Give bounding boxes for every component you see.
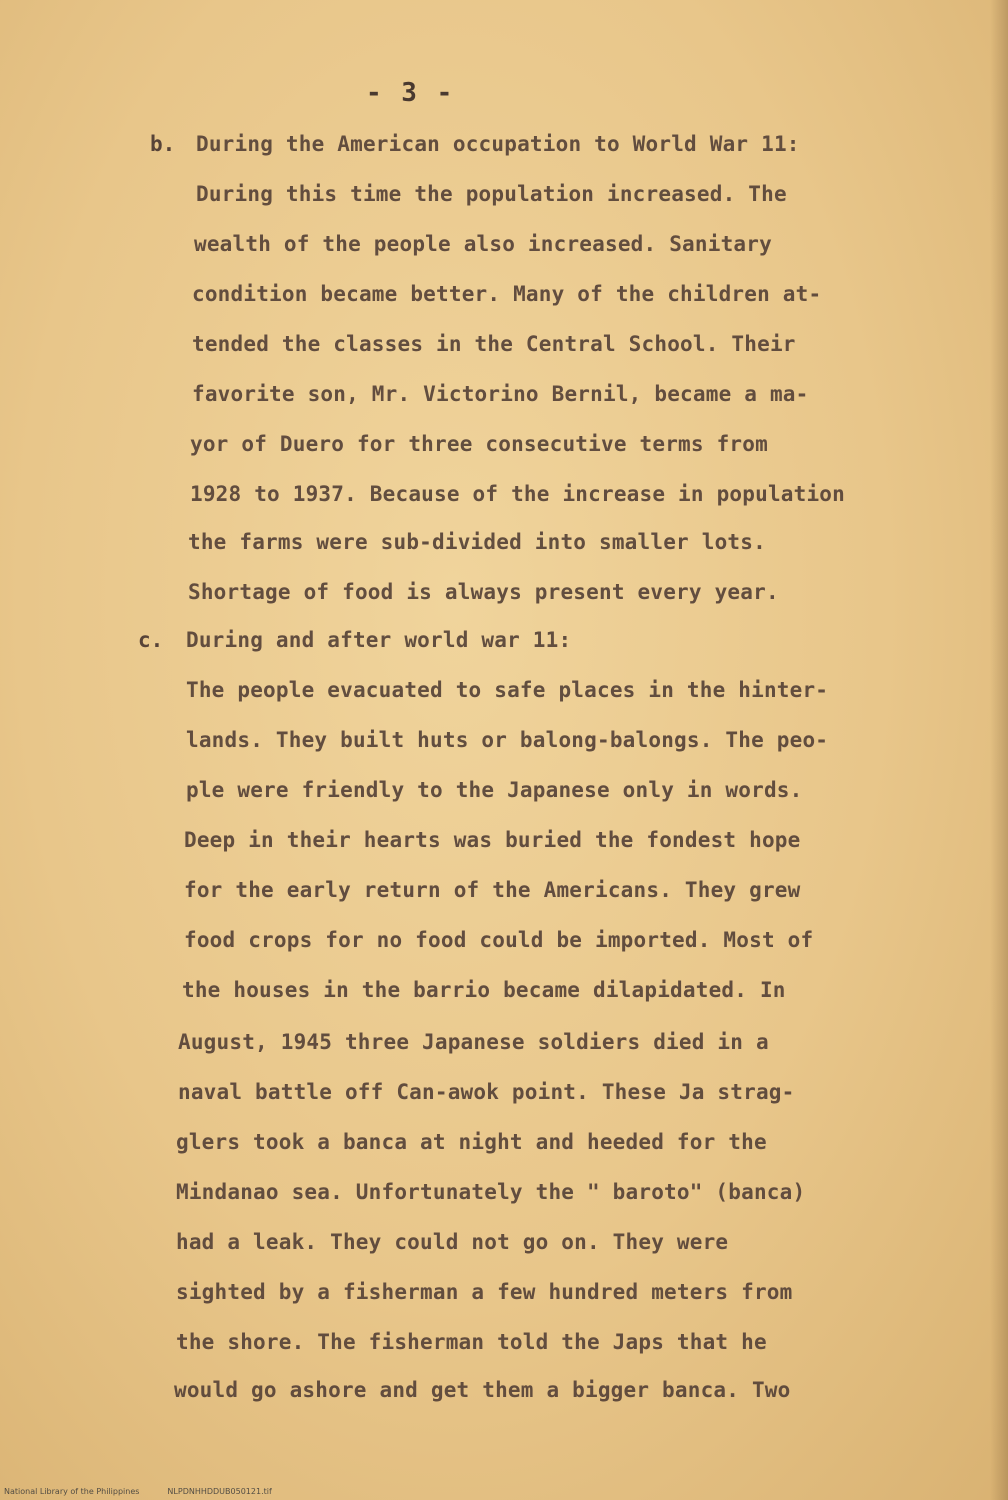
section-c-marker: c.	[138, 628, 164, 652]
text-line: naval battle off Can-awok point. These Ja strag-	[178, 1080, 795, 1104]
text-line: the houses in the barrio became dilapidated. In	[182, 978, 786, 1002]
text-line: yor of Duero for three consecutive terms from	[190, 432, 768, 456]
section-b-marker: b.	[150, 132, 176, 156]
text-line: for the early return of the Americans. They grew	[184, 878, 801, 902]
text-line: During this time the population increased. The	[196, 182, 787, 206]
text-line: 1928 to 1937. Because of the increase in population	[190, 482, 845, 506]
text-line: tended the classes in the Central School. Their	[192, 332, 796, 356]
text-line: food crops for no food could be imported. Most of	[184, 928, 814, 952]
scan-footer	[4, 1487, 300, 1496]
text-line: Shortage of food is always present every year.	[188, 580, 779, 604]
text-line: August, 1945 three Japanese soldiers died in a	[178, 1030, 769, 1054]
text-line: wealth of the people also increased. Sanitary	[194, 232, 772, 256]
footer-library: National Library of the Philippines	[4, 1487, 140, 1496]
text-line: During the American occupation to World War 11:	[196, 132, 800, 156]
text-line: glers took a banca at night and heeded for the	[176, 1130, 767, 1154]
text-line: the shore. The fisherman told the Japs that he	[176, 1330, 767, 1354]
text-line: condition became better. Many of the children at-	[192, 282, 822, 306]
text-line: sighted by a fisherman a few hundred meters from	[176, 1280, 793, 1304]
page-number: - 3 -	[366, 78, 455, 108]
footer-filename: NLPDNHHDDUB050121.tif	[167, 1487, 272, 1496]
text-line: had a leak. They could not go on. They were	[176, 1230, 729, 1254]
text-line: Mindanao sea. Unfortunately the " baroto" (banca)	[176, 1180, 806, 1204]
text-line: Deep in their hearts was buried the fondest hope	[184, 828, 801, 852]
text-line: favorite son, Mr. Victorino Bernil, became a ma-	[192, 382, 809, 406]
text-line: The people evacuated to safe places in the hinter-	[186, 678, 829, 702]
text-line: lands. They built huts or balong-balongs. The peo-	[186, 728, 829, 752]
text-line: During and after world war 11:	[186, 628, 572, 652]
page-edge-shadow	[990, 0, 1008, 1500]
text-line: ple were friendly to the Japanese only in words.	[186, 778, 803, 802]
text-line: the farms were sub-divided into smaller lots.	[188, 530, 766, 554]
text-line: would go ashore and get them a bigger banca. Two	[174, 1378, 791, 1402]
